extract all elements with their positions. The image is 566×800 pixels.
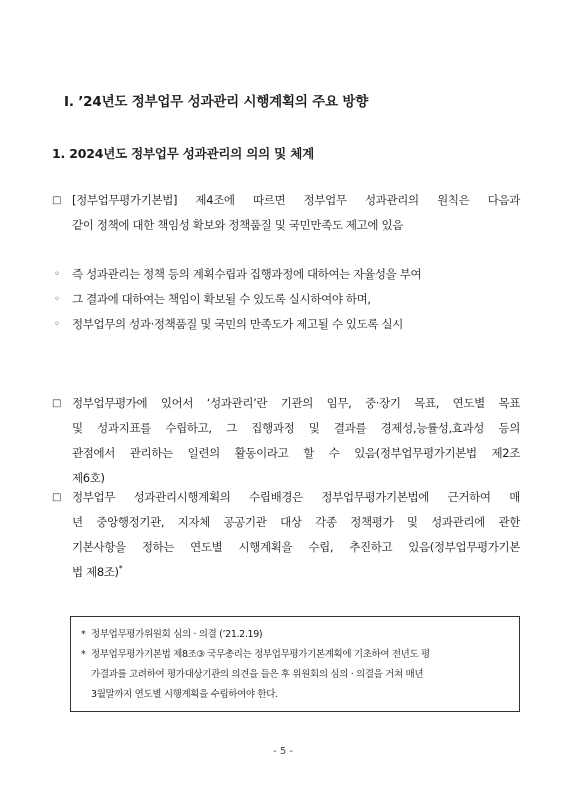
- asterisk-marker: *: [81, 629, 86, 640]
- paragraph-line: 법 제8조)*: [72, 564, 123, 579]
- footnote-box: [70, 616, 520, 712]
- bullet-list: [52, 262, 520, 337]
- list-item: ◦ 그 결과에 대하여는 책임이 확보될 수 있도록 실시하여야 하며,: [52, 287, 520, 312]
- footnote-line: 3월말까지 연도별 시행계획을 수립하여야 한다.: [91, 689, 278, 700]
- footnote-line: * 정부업무평가위원회 심의 · 의결 (’21.2.19): [81, 625, 509, 645]
- footnote-line: 가결과를 고려하여 평가대상기관의 의견을 들은 후 위원회의 심의 · 의결을 거쳐 매년: [91, 669, 424, 680]
- page-number: - 5 -: [273, 746, 293, 757]
- footnote-marker: *: [118, 564, 123, 574]
- circle-bullet-icon: ◦: [54, 319, 60, 330]
- circle-bullet-icon: ◦: [54, 269, 60, 280]
- section-title: Ⅰ. ’24년도 정부업무 성과관리 시행계획의 주요 방향: [64, 94, 369, 110]
- paragraph-principle: [52, 188, 520, 238]
- paragraph-line: □ [정부업무평가기본법] 제4조에 따르면 정부업무 성과관리의 원칙은 다음과: [52, 188, 520, 213]
- paragraph-line: 기본사항을 정하는 연도별 시행계획을 수립, 추진하고 있음(정부업무평가기본: [72, 540, 520, 554]
- circle-bullet-icon: ◦: [54, 294, 60, 305]
- subsection-title: 1. 2024년도 정부업무 성과관리의 의의 및 체계: [52, 146, 314, 161]
- paragraph-line: 및 성과지표를 수립하고, 그 집행과정 및 결과를 경제성,능률성,효과성 등의: [72, 421, 520, 435]
- paragraph-line: □ 정부업무 성과관리시행계획의 수립배경은 정부업무평가기본법에 근거하여 매: [52, 485, 520, 510]
- paragraph-line: 관점에서 관리하는 일련의 활동이라고 할 수 있음(정부업무평가기본법 제2조: [72, 446, 520, 460]
- paragraph-line: 같이 정책에 대한 책임성 확보와 정책품질 및 국민만족도 제고에 있음: [72, 218, 403, 232]
- square-bullet-icon: □: [52, 195, 62, 206]
- list-item: ◦ 정부업무의 성과·정책품질 및 국민의 만족도가 제고될 수 있도록 실시: [52, 312, 520, 337]
- square-bullet-icon: □: [52, 398, 62, 409]
- square-bullet-icon: □: [52, 492, 62, 503]
- paragraph-line: 년 중앙행정기관, 지자체 공공기관 대상 각종 정책평가 및 성과관리에 관한: [72, 515, 520, 529]
- list-item: ◦ 즉 성과관리는 정책 등의 계획수립과 집행과정에 대하여는 자율성을 부여: [52, 262, 520, 287]
- footnote-line: * 정부업무평가기본법 제8조③ 국무총리는 정부업무평가기본계획에 기초하여 전년도 평: [81, 645, 509, 665]
- paragraph-definition: [52, 391, 520, 491]
- paragraph-line: □ 정부업무평가에 있어서 ‘성과관리’란 기관의 임무, 중·장기 목표, 연도별 목표: [52, 391, 520, 416]
- paragraph-line: 제6호): [72, 471, 105, 485]
- paragraph-background: [52, 485, 520, 585]
- asterisk-marker: *: [81, 649, 86, 660]
